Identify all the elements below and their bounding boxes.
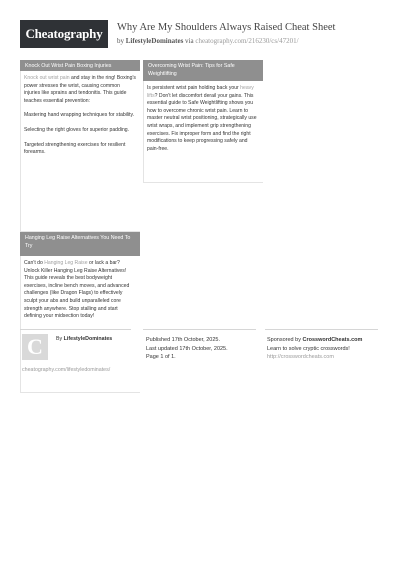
paragraph-text: or lack a bar? Unlock Killer Hanging Leg Raise Alternatives! This guide reveals the best bodyweight exercises, incline bench moves, and advanced challenges (like Dragon Flags) to effectively sculpt your abs and build unparalleled core strength anywhere. Stop stalling and start defining your midsection today! — [24, 260, 130, 320]
sponsor-info — [267, 336, 362, 362]
paragraph — [147, 85, 259, 153]
section-heading-leg-raise: Hanging Leg Raise Alternatives You Need To Try — [20, 232, 140, 256]
sponsor-url-link[interactable]: http://crosswordcheats.com — [267, 354, 334, 360]
paragraph: Targeted strengthening exercises for resilient forearms. — [24, 141, 126, 156]
via-label: via — [185, 37, 194, 45]
sponsor-prefix: Sponsored by — [267, 337, 301, 343]
footer-divider — [143, 329, 256, 330]
published-date: Published 17th October, 2025. — [146, 337, 220, 343]
paragraph-text: Is persistent wrist pain holding back your — [147, 85, 241, 91]
inline-link[interactable]: Hanging Leg Raise — [44, 260, 88, 266]
footer-divider — [265, 329, 378, 330]
footer-author — [56, 336, 112, 342]
updated-date: Last updated 17th October, 2025. — [146, 345, 228, 352]
logo-text: Cheatography — [25, 26, 103, 41]
inline-link[interactable]: heavy lifts — [147, 85, 254, 99]
author-profile-link[interactable]: cheatography.com/lifestyledominates/ — [22, 367, 111, 373]
page-header — [0, 0, 400, 62]
paragraph — [24, 75, 136, 105]
paragraph-text: and stay in the ring! Boxing's power stresses the wrist, causing common injuries like sprains and tendonitis. This guide teaches essential prevention: — [24, 75, 136, 104]
author-link[interactable]: LifestyleDominates — [125, 37, 184, 45]
sponsor-tagline: Learn to solve cryptic crosswords! — [267, 345, 350, 352]
publish-info — [146, 336, 228, 362]
by-prefix: by — [117, 37, 124, 45]
page-title: Why Are My Shoulders Always Raised Cheat Sheet — [117, 22, 336, 33]
paragraph — [24, 260, 136, 321]
page-count: Page 1 of 1. — [146, 354, 176, 360]
right-column — [143, 60, 263, 183]
cheatography-logo[interactable] — [20, 20, 108, 48]
section-body-boxing — [20, 71, 140, 232]
inline-link[interactable]: Knock out wrist pain — [24, 75, 70, 81]
paragraph: Mastering hand wrapping techniques for stability. — [24, 112, 135, 119]
avatar[interactable] — [22, 334, 48, 360]
section-heading-weightlifting: Overcoming Wrist Pain: Tips for Safe Weightlifting — [143, 60, 263, 81]
section-heading-boxing: Knock Out Wrist Pain Boxing Injuries — [20, 60, 140, 71]
sheet-url-link[interactable]: cheatography.com/216230/cs/47201/ — [195, 37, 299, 45]
sponsor-line — [267, 336, 362, 345]
by-label: By — [56, 336, 63, 342]
footer-divider — [20, 329, 131, 330]
paragraph: Selecting the right gloves for superior padding. — [24, 126, 130, 133]
paragraph-text: Can't do — [24, 260, 45, 266]
footer-author-link[interactable]: LifestyleDominates — [63, 336, 113, 342]
paragraph-text: ? Don't let discomfort derail your gains. This essential guide to Safe Weightlifting shows you how to overcome chronic wrist pain. Learn to master neutral wrist positioning, strategically use wrist wraps, and implement grip strengthening exercises. Fix improper form and find the right modifications to keep progressing safely and pain-free. — [147, 92, 257, 152]
avatar-letter: C — [27, 334, 43, 359]
byline — [117, 37, 299, 45]
sponsor-name-link[interactable]: CrosswordCheats.com — [302, 337, 363, 343]
section-body-weightlifting — [143, 81, 263, 183]
